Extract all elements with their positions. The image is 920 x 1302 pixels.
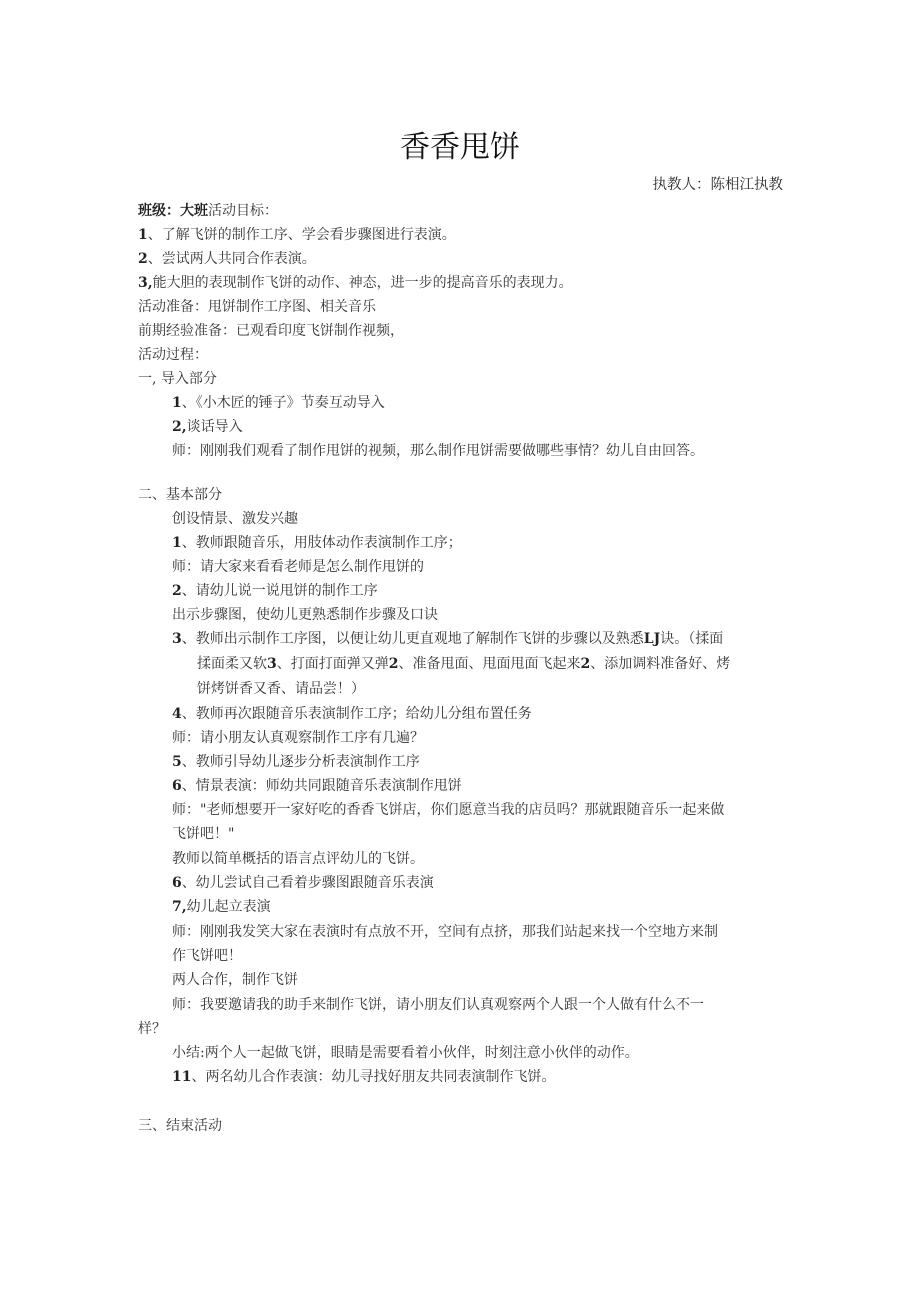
list-item: 4、教师再次跟随音乐表演制作工序；给幼儿分组布置任务 [172,706,532,722]
teacher-dialogue: 师："老师想要开一家好吃的香香飞饼店，你们愿意当我的店员吗？那就跟随音乐一起来做 [172,802,725,818]
list-item: 2,谈话导入 [172,419,243,435]
list-item: 3、教师出示制作工序图，以便让幼儿更直观地了解制作飞饼的步骤以及熟悉LJ诀。（揉面 [172,631,724,647]
experience-line: 前期经验准备：已观看印度飞饼制作视频， [138,323,404,339]
process-label: 活动过程： [138,347,208,363]
teacher-dialogue-continuation: 样？ [138,1021,166,1037]
teacher-dialogue: 师：我要邀请我的助手来制作飞饼，请小朋友们认真观察两个人跟一个人做有什么不一 [172,997,704,1013]
pair-heading: 两人合作，制作飞饼 [172,972,298,988]
teacher-dialogue: 师：请大家来看看老师是怎么制作甩饼的 [172,559,424,575]
author-line: 执教人：陈相江执教 [652,177,783,193]
scene-line: 创设情景、激发兴趣 [172,511,298,527]
list-item: 6、幼儿尝试自己看着步骤图跟随音乐表演 [172,875,434,891]
goal-item: 3,能大胆的表现制作飞饼的动作、神态，进一步的提高音乐的表现力。 [138,275,573,291]
list-item: 6、情景表演：师幼共同跟随音乐表演制作甩饼 [172,778,462,794]
list-item: 11、两名幼儿合作表演：幼儿寻找好朋友共同表演制作飞饼。 [172,1069,556,1085]
teacher-dialogue: 师：刚刚我发笑大家在表演时有点放不开，空间有点挤，那我们站起来找一个空地方来制 [172,924,718,940]
list-item: 1、《小木匠的锤子》节奏互动导入 [172,395,385,411]
goal-item: 2、尝试两人共同合作表演。 [138,251,316,267]
comment-line: 教师以简单概括的语言点评幼儿的飞饼。 [172,851,424,867]
list-item: 5、教师引导幼儿逐步分析表演制作工序 [172,754,420,770]
list-item-continuation: 饼烤饼香又香、请品尝！） [197,681,365,697]
section-heading-end: 三、结束活动 [138,1118,222,1134]
note-line: 出示步骤图，使幼儿更熟悉制作步骤及口诀 [172,607,438,623]
goal-label: 活动目标： [208,203,278,219]
document-title: 香香甩饼 [400,130,520,165]
teacher-dialogue-continuation: 飞饼吧！" [172,826,235,842]
teacher-dialogue: 师：请小朋友认真观察制作工序有几遍？ [172,730,424,746]
section-heading-basic: 二、基本部分 [138,487,222,503]
list-item: 7,幼儿起立表演 [172,899,271,915]
teacher-dialogue: 师：刚刚我们观看了制作甩饼的视频，那么制作甩饼需要做哪些事情？幼儿自由回答。 [172,443,704,459]
teacher-dialogue-continuation: 作飞饼吧！ [172,948,242,964]
preparation-line: 活动准备：甩饼制作工序图、相关音乐 [138,299,376,315]
goal-item: 1、了解飞饼的制作工序、学会看步骤图进行表演。 [138,227,456,243]
summary-line: 小结:两个人一起做飞饼，眼睛是需要看着小伙伴，时刻注意小伙伴的动作。 [172,1045,639,1061]
section-heading-intro: 一, 导入部分 [138,371,217,387]
class-goal-line [138,201,278,221]
class-label: 班级：大班 [138,203,208,219]
list-item: 1、教师跟随音乐，用肢体动作表演制作工序； [172,535,462,551]
list-item: 2、请幼儿说一说甩饼的制作工序 [172,583,378,599]
list-item-continuation: 揉面柔又软3、打面打面弹又弹2、准备甩面、甩面甩面飞起来2、添加调料准备好、烤 [197,656,731,672]
